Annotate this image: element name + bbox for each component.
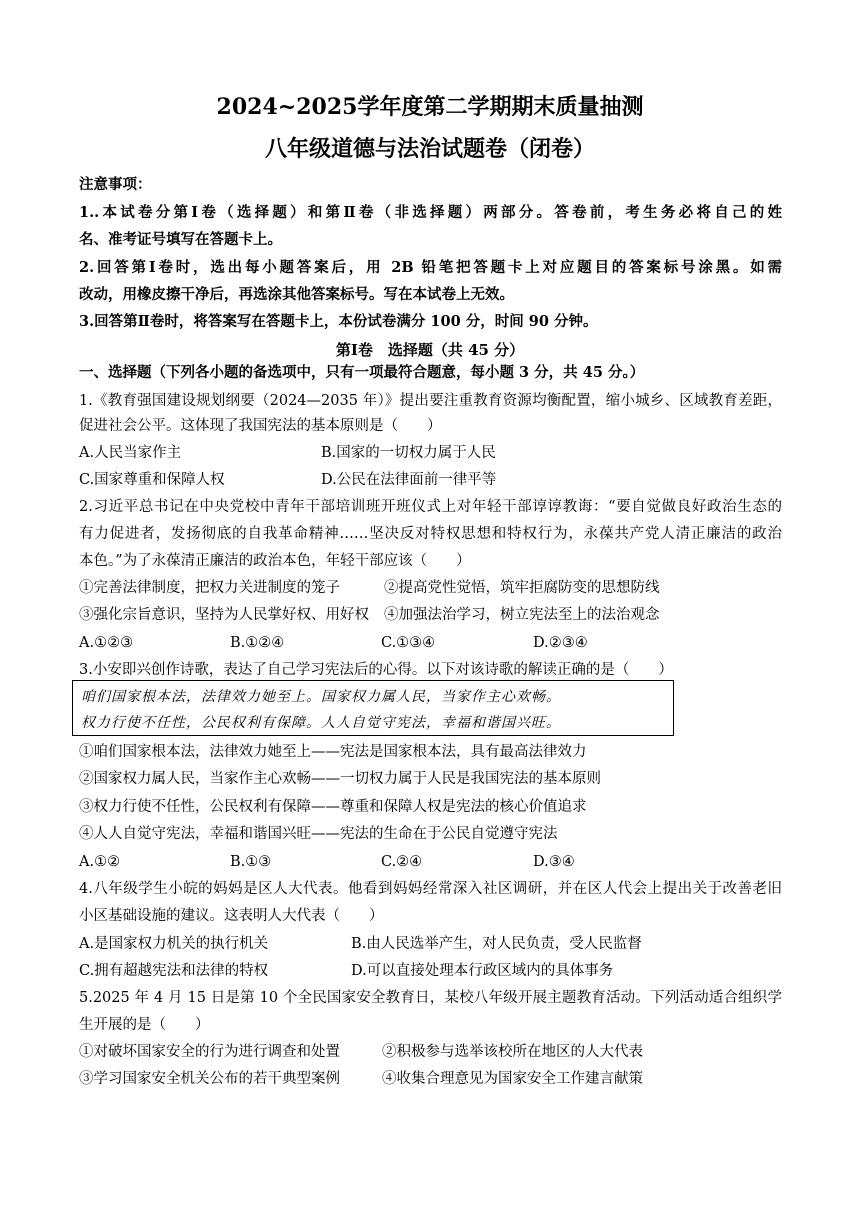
q2-stem-a: 2.习近平总书记在中央党校中青年干部培训班开班仪式上对年轻干部谆谆教诲：“要自觉做良好政治生态的: [79, 499, 782, 515]
q3-statement-4: ④人人自觉守宪法，幸福和谐国兴旺——宪法的生命在于公民自觉遵守宪法: [79, 826, 558, 842]
q5-stem-b: 生开展的是（ ）: [79, 1017, 210, 1033]
q5-stem-a: 5.2025 年 4 月 15 日是第 10 个全民国家安全教育日，某校八年级开展主题教育活动。下列活动适合组织学: [79, 990, 782, 1006]
q3-option-b: B.①③: [230, 854, 272, 870]
q1-option-a: A.人民当家作主: [79, 445, 182, 461]
q2-statement-2: ②提高党性觉悟，筑牢拒腐防变的思想防线: [384, 580, 660, 596]
q1-option-c: C.国家尊重和保障人权: [79, 472, 225, 488]
exam-title: 2024~2025学年度第二学期期末质量抽测: [216, 94, 644, 120]
exam-subtitle: 八年级道德与法治试题卷（闭卷）: [264, 136, 595, 162]
poem-line-2: 权力行使不任性，公民权利有保障。人人自觉守宪法，幸福和谐国兴旺。: [81, 715, 561, 731]
q3-statement-3: ③权力行使不任性，公民权利有保障——尊重和保障人权是宪法的核心价值追求: [79, 799, 587, 815]
notice-item-1a: 1..本试卷分第Ⅰ卷（选择题）和第Ⅱ卷（非选择题）两部分。答卷前，考生务必将自己的姓: [79, 204, 782, 221]
notice-item-3: 3.回答第Ⅱ卷时，将答案写在答题卡上，本份试卷满分 100 分，时间 90 分钟。: [79, 313, 598, 330]
q2-option-a: A.①②③: [79, 635, 134, 651]
q5-statement-3: ③学习国家安全机关公布的若干典型案例: [79, 1071, 340, 1087]
q5-statement-4: ④收集合理意见为国家安全工作建言献策: [382, 1071, 643, 1087]
q3-option-d: D.③④: [533, 854, 575, 870]
q3-option-a: A.①②: [79, 854, 121, 870]
q4-option-a: A.是国家权力机关的执行机关: [79, 936, 269, 952]
q4-stem-b: 小区基础设施的建议。这表明人大代表（ ）: [79, 908, 384, 924]
q1-option-b: B.国家的一切权力属于人民: [321, 445, 496, 461]
section-instruction: 一、选择题（下列各小题的备选项中，只有一项最符合题意，每小题 3 分，共 45 分。）: [79, 364, 645, 381]
q2-statement-3: ③强化宗旨意识，坚持为人民掌好权、用好权: [79, 607, 369, 623]
q2-statement-4: ④加强法治学习，树立宪法至上的法治观念: [384, 607, 660, 623]
q4-option-b: B.由人民选举产生，对人民负责，受人民监督: [351, 936, 642, 952]
q1-stem-a: 1.《教育强国建设规划纲要（2024—2035 年）》提出要注重教育资源均衡配置，缩小城乡、区域教育差距，: [79, 393, 782, 409]
q2-statement-1: ①完善法律制度，把权力关进制度的笼子: [79, 580, 340, 596]
q3-stem: 3.小安即兴创作诗歌，表达了自己学习宪法后的心得。以下对该诗歌的解读正确的是（ ）: [79, 662, 673, 678]
q2-stem-c: 本色。”为了永葆清正廉洁的政治本色，年轻干部应该（ ）: [79, 553, 471, 569]
notice-item-2b: 改动，用橡皮擦干净后，再选涂其他答案标号。写在本试卷上无效。: [79, 286, 514, 303]
poem-line-1: 咱们国家根本法，法律效力她至上。国家权力属人民，当家作主心欢畅。: [81, 689, 561, 705]
q4-stem-a: 4.八年级学生小皖的妈妈是区人大代表。他看到妈妈经常深入社区调研，并在区人代会上提出关于改善老旧: [79, 881, 782, 897]
q5-statement-1: ①对破坏国家安全的行为进行调查和处置: [79, 1044, 340, 1060]
q4-option-d: D.可以直接处理本行政区域内的具体事务: [351, 963, 614, 979]
q2-option-c: C.①③④: [381, 635, 436, 651]
notice-heading: 注意事项：: [79, 176, 152, 193]
q3-statement-1: ①咱们国家根本法，法律效力她至上——宪法是国家根本法，具有最高法律效力: [79, 744, 587, 760]
section-title: 第Ⅰ卷 选择题（共 45 分）: [335, 341, 525, 359]
q3-statement-2: ②国家权力属人民，当家作主心欢畅——一切权力属于人民是我国宪法的基本原则: [79, 771, 601, 787]
q2-option-d: D.②③④: [533, 635, 588, 651]
q3-option-c: C.②④: [381, 854, 423, 870]
q2-stem-b: 有力促进者，发扬彻底的自我革命精神……坚决反对特权思想和特权行为，永葆共产党人清正廉洁的政治: [79, 526, 782, 542]
q2-option-b: B.①②④: [230, 635, 285, 651]
notice-item-1b: 名、准考证号填写在答题卡上。: [79, 231, 282, 248]
q5-statement-2: ②积极参与选举该校所在地区的人大代表: [382, 1044, 643, 1060]
q4-option-c: C.拥有超越宪法和法律的特权: [79, 963, 269, 979]
q1-stem-b: 促进社会公平。这体现了我国宪法的基本原则是（ ）: [79, 418, 442, 434]
q1-option-d: D.公民在法律面前一律平等: [321, 472, 497, 488]
poem-box: [72, 680, 674, 736]
notice-item-2a: 2.回答第Ⅰ卷时，选出每小题答案后，用 2B 铅笔把答题卡上对应题目的答案标号涂黑。如需: [79, 259, 782, 276]
